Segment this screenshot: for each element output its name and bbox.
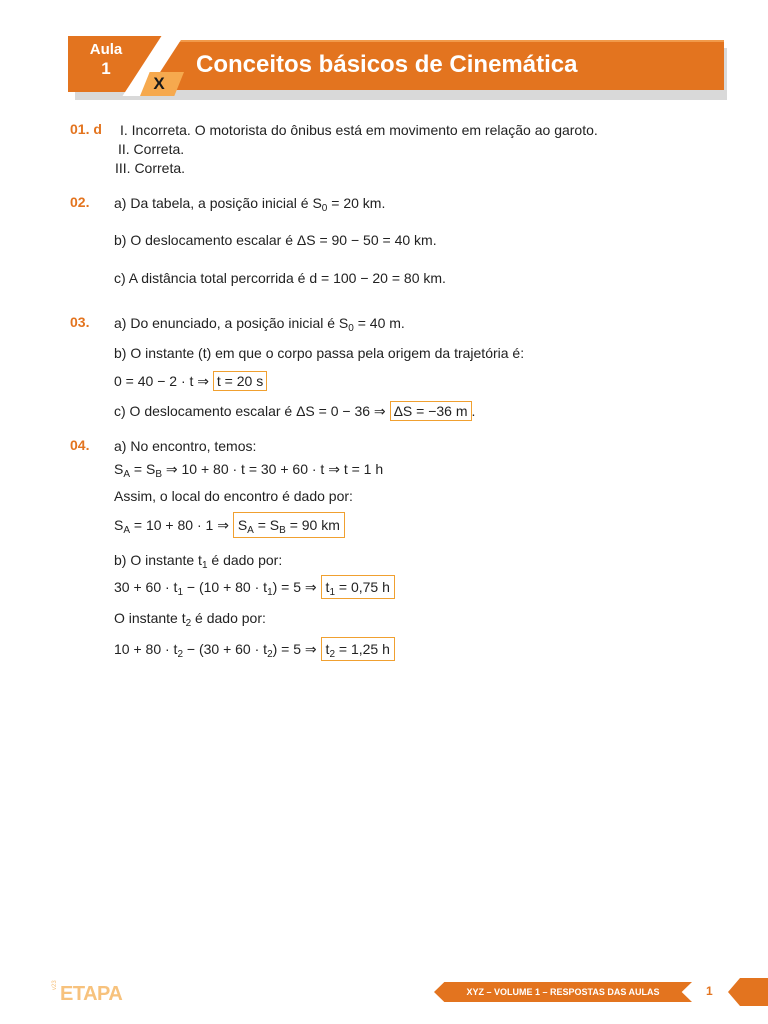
question-number-03: 03. bbox=[70, 314, 90, 330]
etapa-logo: ETAPA bbox=[60, 983, 123, 1005]
q01-item-iii: III. Correta. bbox=[115, 160, 186, 176]
question-number-04: 04. bbox=[70, 437, 90, 453]
q04-b: b) O instante $t_1$ é dado por: bbox=[114, 552, 283, 571]
q04-assim: Assim, o local do encontro é dado por: bbox=[114, 488, 353, 504]
lesson-header bbox=[0, 0, 768, 110]
answer-box: $S_A = S_B = 90$ km bbox=[233, 512, 345, 538]
answer-box: ΔS = −36 m bbox=[390, 401, 472, 421]
q04-eq4: $10 + 80 \cdot t_2 - (30 + 60 \cdot t_2) = 5$ ⇒ $t_2 = 1,25$ h bbox=[114, 640, 395, 658]
page-number: 1 bbox=[706, 984, 713, 998]
q02-b: b) O deslocamento escalar é ΔS = 90 − 50 = 40 km. bbox=[114, 232, 437, 248]
page-title: Conceitos básicos de Cinemática bbox=[196, 51, 578, 78]
q01-item-ii: II. Correta. bbox=[118, 141, 185, 157]
question-number-01: 01. d bbox=[70, 121, 102, 137]
q04-eq3: $30 + 60 \cdot t_1 - (10 + 80 \cdot t_1) = 5$ ⇒ $t_1 = 0,75$ h bbox=[114, 578, 395, 596]
answer-box: t = 20 s bbox=[213, 371, 267, 391]
answer-box: $t_2 = 1,25$ h bbox=[321, 637, 395, 661]
answer-box: $t_1 = 0,75$ h bbox=[321, 575, 395, 599]
x-label: X bbox=[153, 74, 165, 93]
q04-instante-t2: O instante $t_2$ é dado por: bbox=[114, 610, 266, 629]
q03-b: b) O instante (t) em que o corpo passa pela origem da trajetória é: bbox=[114, 345, 525, 361]
q01-item-i: I. Incorreta. O motorista do ônibus está em movimento em relação ao garoto. bbox=[120, 122, 598, 138]
q02-c: c) A distância total percorrida é d = 100 − 20 = 80 km. bbox=[114, 270, 446, 286]
footer-code: v23 bbox=[52, 980, 58, 990]
q03-a: a) Do enunciado, a posição inicial é $S_0 = 40$ m. bbox=[114, 315, 405, 334]
q04-eq1: $S_A = S_B$ ⇒ 10 + 80 · t = 30 + 60 · t ⇒ t = 1 h bbox=[114, 461, 384, 480]
aula-label: Aula bbox=[89, 41, 123, 58]
footer-volume-label: XYZ – VOLUME 1 – RESPOSTAS DAS AULAS bbox=[466, 987, 660, 997]
question-number-02: 02. bbox=[70, 194, 90, 210]
footer-tab-icon bbox=[728, 978, 768, 1006]
q03-c: c) O deslocamento escalar é ΔS = 0 − 36 ⇒ ΔS = −36 m . bbox=[114, 403, 476, 419]
q04-eq2: $S_A = 10 + 80 \cdot 1$ ⇒ $S_A = S_B = 90$ km bbox=[114, 516, 345, 534]
q02-a: a) Da tabela, a posição inicial é $S_0 = 20$ km. bbox=[114, 195, 386, 214]
aula-number: 1 bbox=[101, 59, 111, 78]
q03-eq1: 0 = 40 − 2 · t ⇒ t = 20 s bbox=[114, 372, 267, 390]
q04-a: a) No encontro, temos: bbox=[114, 438, 257, 454]
